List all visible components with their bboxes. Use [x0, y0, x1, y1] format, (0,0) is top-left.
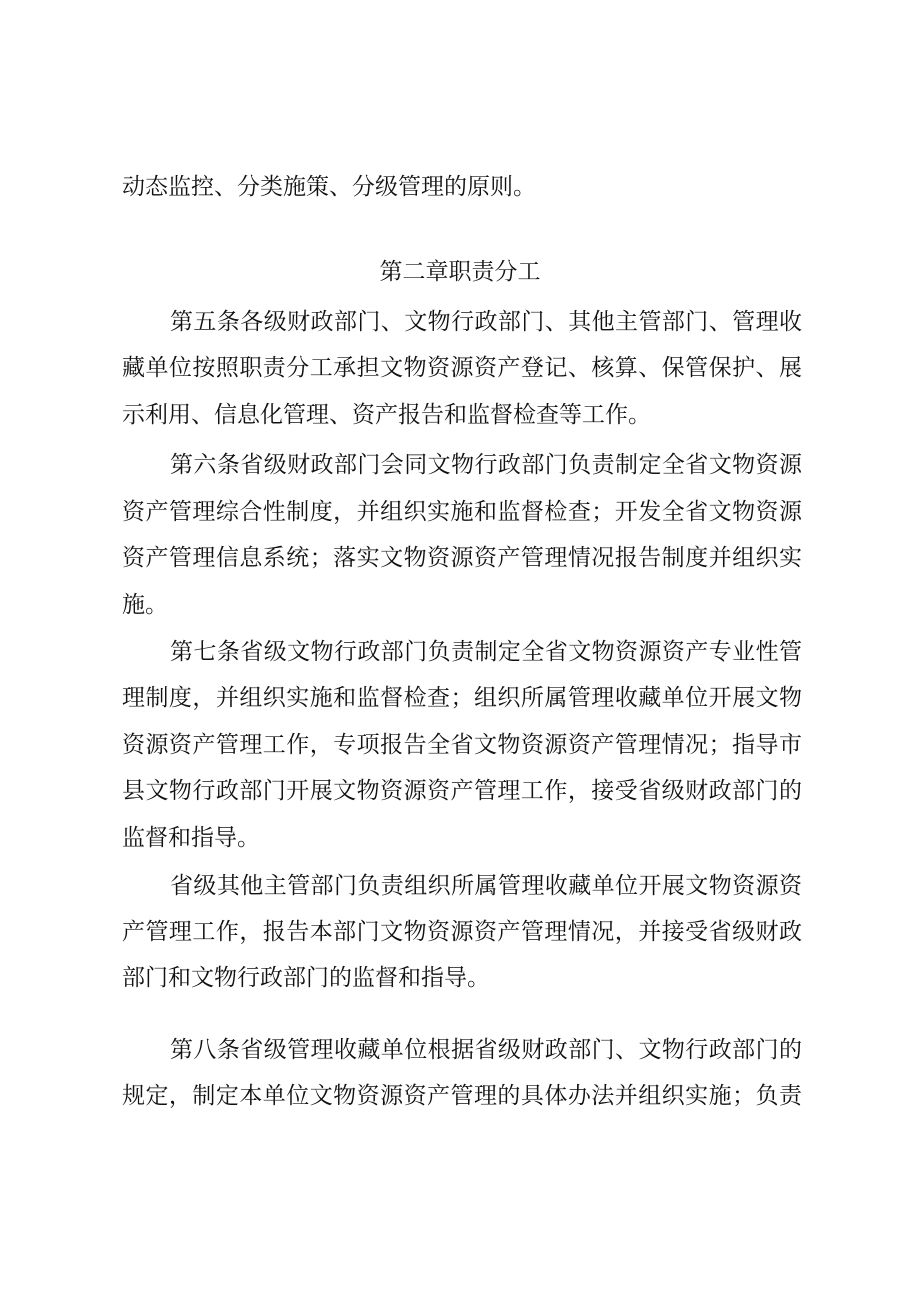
text-line: 第五条各级财政部门、文物行政部门、其他主管部门、管理收 [170, 309, 802, 335]
text-line: 产管理工作，报告本部门文物资源资产管理情况，并接受省级财政 [122, 919, 802, 945]
text-line: 资产管理信息系统；落实文物资源资产管理情况报告制度并组织实 [122, 545, 802, 571]
text-line: 资产管理综合性制度，并组织实施和监督检查；开发全省文物资源 [122, 499, 802, 525]
text-line: 动态监控、分类施策、分级管理的原则。 [122, 174, 536, 200]
text-line: 监督和指导。 [122, 825, 260, 851]
text-line: 省级其他主管部门负责组织所属管理收藏单位开展文物资源资 [170, 873, 802, 899]
text-line: 示利用、信息化管理、资产报告和监督检查等工作。 [122, 402, 651, 428]
text-line: 藏单位按照职责分工承担文物资源资产登记、核算、保管保护、展 [122, 355, 802, 381]
text-line: 第六条省级财政部门会同文物行政部门负责制定全省文物资源 [170, 452, 802, 478]
text-line: 部门和文物行政部门的监督和指导。 [122, 965, 490, 991]
text-line: 规定，制定本单位文物资源资产管理的具体办法并组织实施；负责 [122, 1083, 802, 1109]
text-line: 第七条省级文物行政部门负责制定全省文物资源资产专业性管 [170, 639, 802, 665]
text-line: 理制度，并组织实施和监督检查；组织所属管理收藏单位开展文物 [122, 685, 802, 711]
text-line: 施。 [122, 592, 168, 618]
chapter-heading: 第二章职责分工 [379, 259, 541, 285]
text-line: 资源资产管理工作，专项报告全省文物资源资产管理情况；指导市 [122, 732, 802, 758]
text-line: 第八条省级管理收藏单位根据省级财政部门、文物行政部门的 [170, 1037, 802, 1063]
text-line: 县文物行政部门开展文物资源资产管理工作，接受省级财政部门的 [122, 778, 802, 804]
